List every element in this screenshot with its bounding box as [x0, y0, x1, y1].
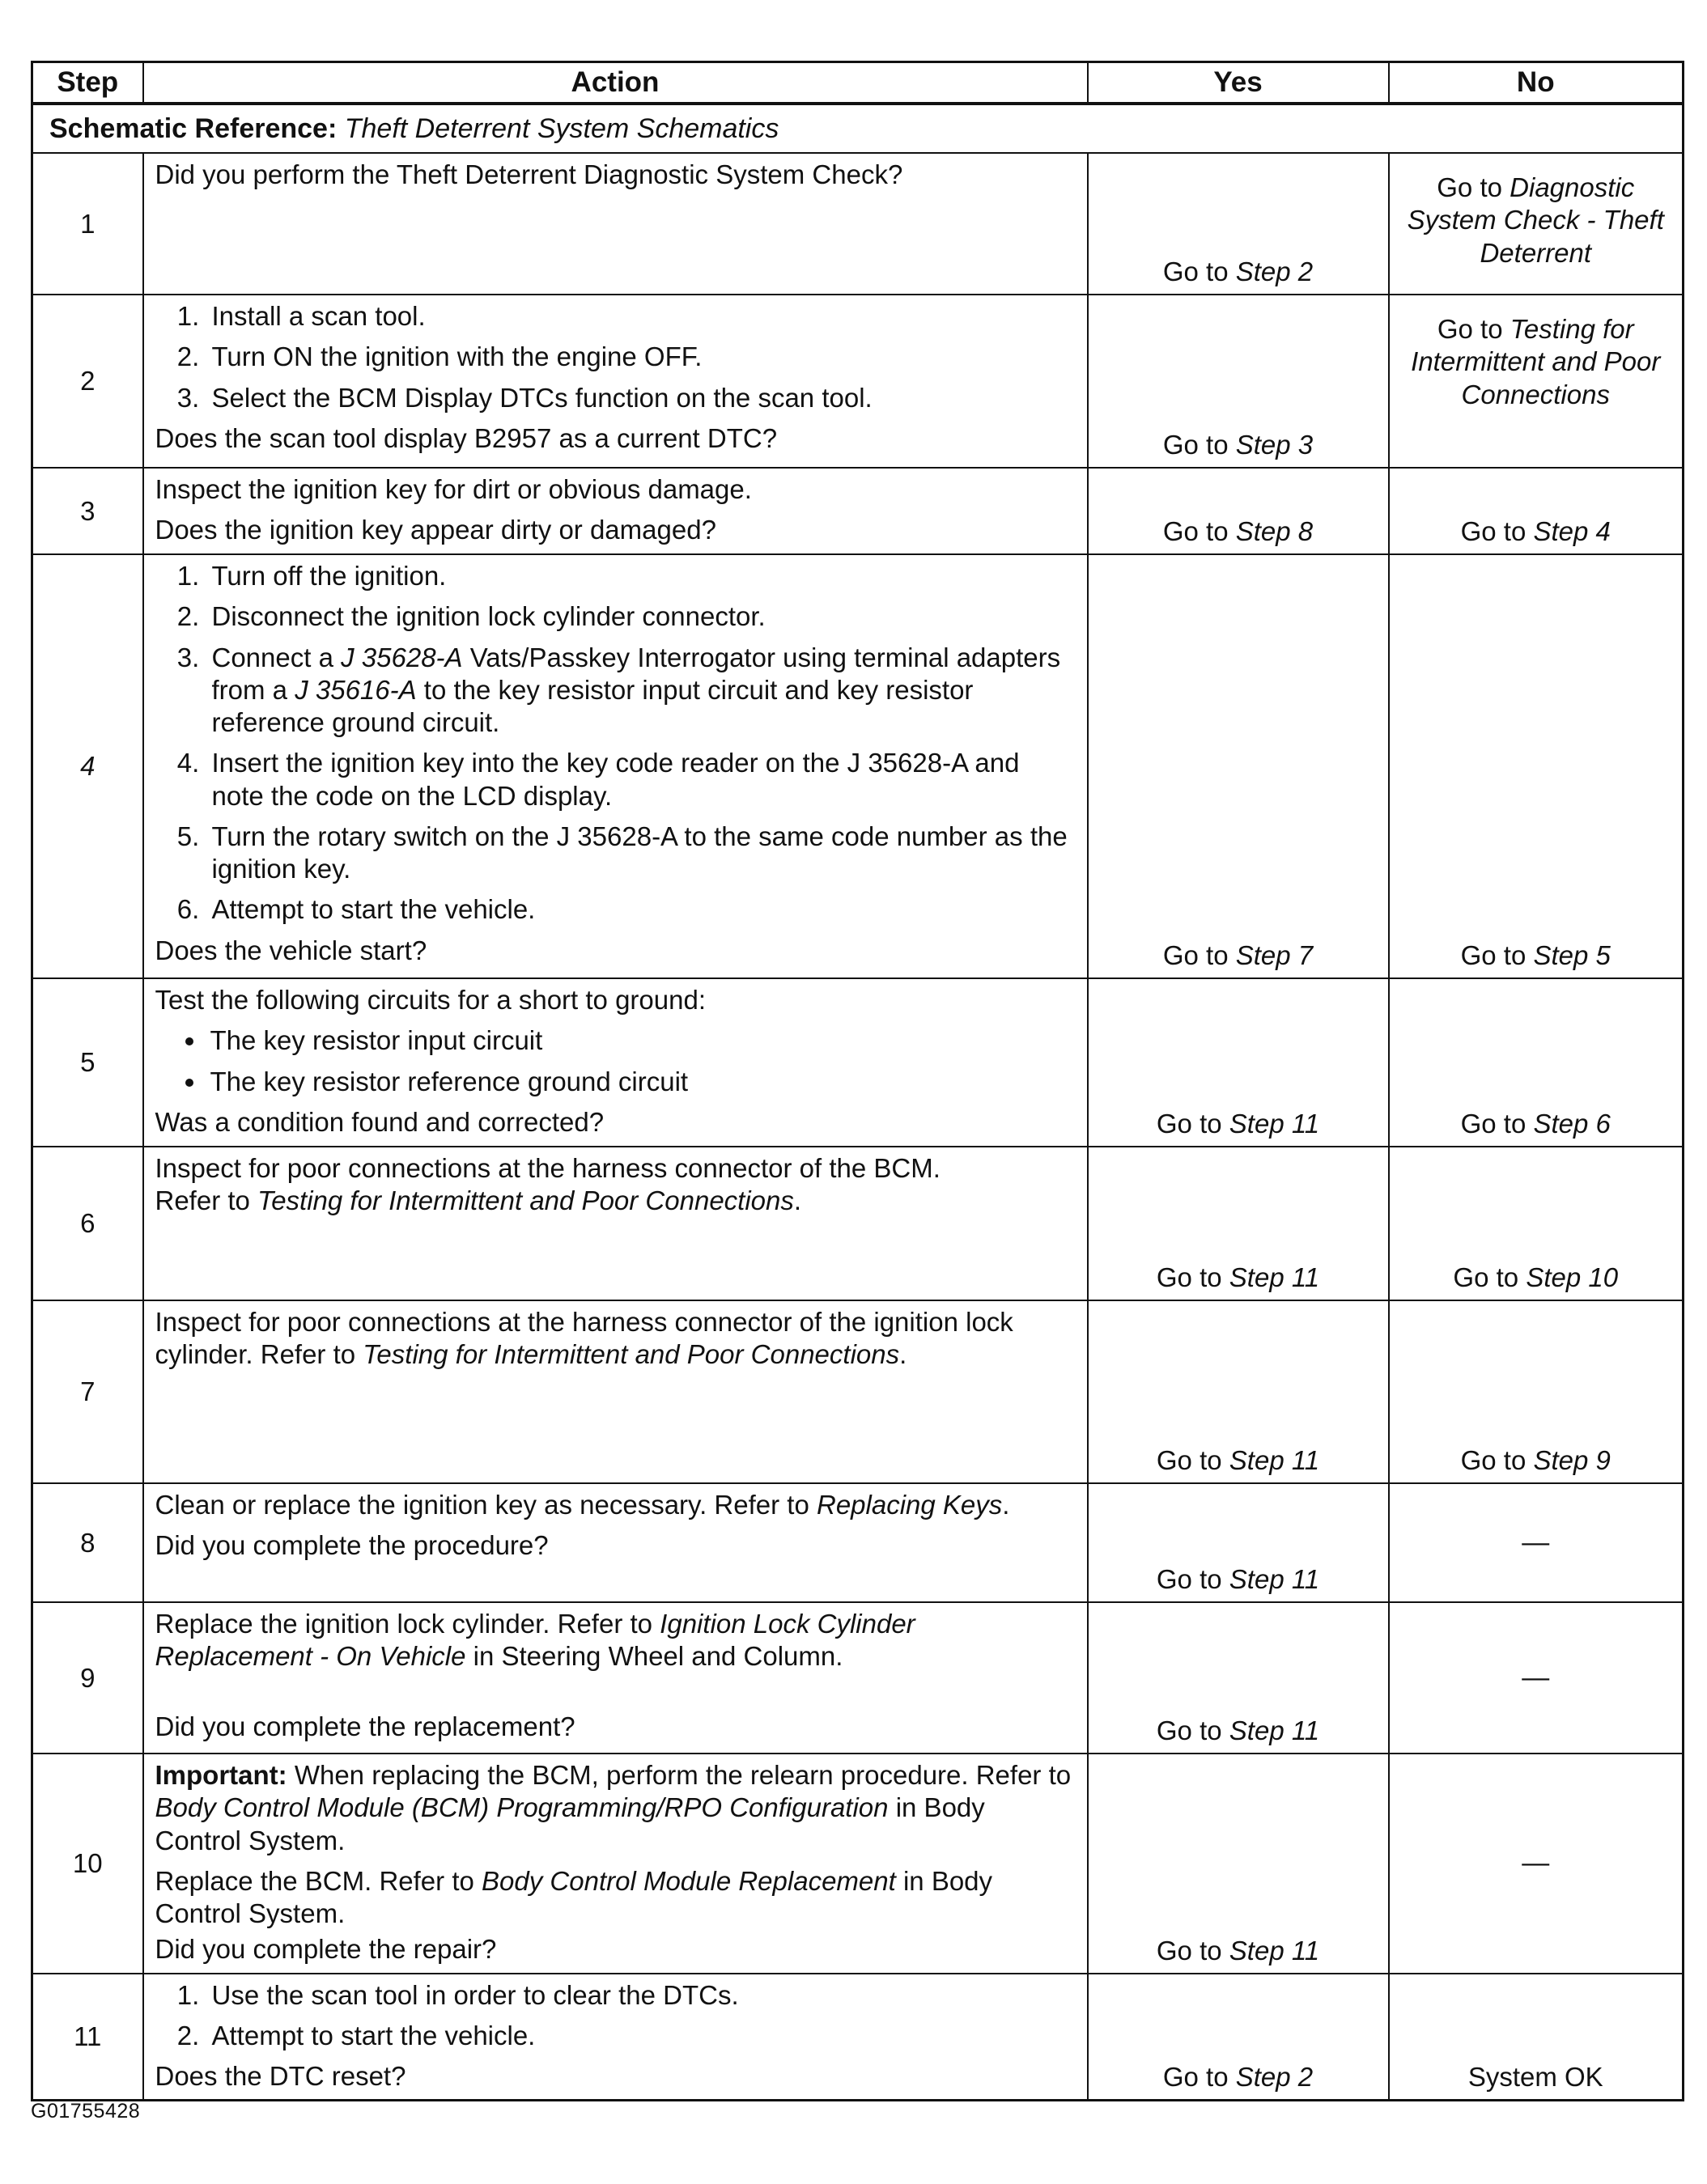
no-link[interactable]: Step 4: [1533, 516, 1611, 546]
no-cell: Go to Step 10: [1389, 1147, 1684, 1300]
yes-cell: Go to Step 8: [1088, 468, 1389, 554]
action-step: 5. Turn the rotary switch on the J 35628-A to the same code number as the ignition key.: [207, 821, 1076, 886]
action-question: Did you complete the replacement?: [155, 1711, 575, 1741]
action-text: Replace the ignition lock cylinder. Refer to Ignition Lock Cylinder Replacement - On Vehicle in Steering Wheel and Column.: [155, 1609, 915, 1672]
yes-cell: Go to Step 2: [1088, 153, 1389, 295]
action-question: Does the scan tool display B2957 as a current DTC?: [155, 422, 778, 453]
step-number: 6: [32, 1147, 143, 1300]
not-applicable: —: [1522, 1526, 1550, 1558]
table-row: [32, 978, 1684, 1147]
yes-cell: Go to Step 7: [1088, 554, 1389, 978]
table-row: [32, 1483, 1684, 1602]
action-step: 2. Turn ON the ignition with the engine OFF.: [207, 341, 1076, 373]
action-cell: [143, 468, 1088, 554]
table-row: [32, 1974, 1684, 2101]
yes-cell: Go to Step 3: [1088, 295, 1389, 468]
action-cell: [143, 554, 1088, 978]
action-text: Replace the BCM. Refer to Body Control Module Replacement in Body Control System.: [155, 1865, 993, 1928]
table-row: [32, 1754, 1684, 1974]
no-cell: [1389, 1754, 1684, 1974]
yes-link[interactable]: Step 11: [1229, 1445, 1320, 1475]
step-number: 7: [32, 1300, 143, 1483]
not-applicable: —: [1522, 1847, 1550, 1879]
not-applicable: —: [1522, 1661, 1550, 1693]
no-cell: [1389, 1483, 1684, 1602]
action-step: 2. Disconnect the ignition lock cylinder connector.: [207, 600, 1076, 633]
action-cell: [143, 153, 1088, 295]
yes-link[interactable]: Step 7: [1235, 940, 1314, 970]
schematic-reference: [32, 104, 1684, 153]
tool-reference: J 35628-A: [341, 642, 463, 672]
yes-cell: Go to Step 11: [1088, 1300, 1389, 1483]
yes-cell: Go to Step 11: [1088, 1147, 1389, 1300]
table-row: [32, 1602, 1684, 1754]
action-cell: [143, 1754, 1088, 1974]
yes-link[interactable]: Step 11: [1229, 1715, 1320, 1745]
yes-cell: Go to Step 11: [1088, 1483, 1389, 1602]
no-link[interactable]: Step 10: [1526, 1262, 1619, 1292]
important-label: Important:: [155, 1760, 287, 1790]
yes-cell: Go to Step 11: [1088, 978, 1389, 1147]
table-row: [32, 295, 1684, 468]
action-steps: [155, 300, 1076, 414]
yes-link[interactable]: Step 11: [1229, 1109, 1320, 1139]
reference-link[interactable]: Ignition Lock Cylinder Replacement - On Vehicle: [155, 1609, 915, 1672]
step-number: 2: [32, 295, 143, 468]
no-link[interactable]: Diagnostic System Check - Theft Deterrent: [1407, 172, 1664, 268]
action-question: Does the vehicle start?: [155, 935, 427, 965]
action-question: Did you perform the Theft Deterrent Diagnostic System Check?: [155, 159, 903, 189]
action-text: Test the following circuits for a short to ground:: [155, 985, 706, 1015]
action-cell: [143, 1483, 1088, 1602]
tool-reference: J 35616-A: [295, 674, 417, 705]
no-cell: Go to Step 4: [1389, 468, 1684, 554]
action-text: Inspect the ignition key for dirt or obvious damage.: [155, 474, 752, 504]
table-row: [32, 153, 1684, 295]
yes-cell: Go to Step 2: [1088, 1974, 1389, 2101]
schematic-reference-row: [32, 104, 1684, 153]
header-step: Step: [32, 62, 143, 104]
action-step: 1. Turn off the ignition.: [207, 560, 1076, 592]
action-cell: [143, 1147, 1088, 1300]
action-cell: [143, 978, 1088, 1147]
action-text: Clean or replace the ignition key as necessary. Refer to Replacing Keys.: [155, 1490, 1010, 1520]
reference-link[interactable]: Body Control Module Replacement: [482, 1865, 896, 1896]
no-link[interactable]: Step 6: [1533, 1109, 1611, 1139]
step-number: 8: [32, 1483, 143, 1602]
reference-link[interactable]: Replacing Keys: [816, 1490, 1003, 1520]
reference-link[interactable]: Testing for Intermittent and Poor Connections: [257, 1185, 794, 1216]
circuit-list: [155, 1024, 1076, 1098]
no-cell: Go to Testing for Intermittent and Poor Connections: [1389, 295, 1684, 468]
action-step: 4. Insert the ignition key into the key code reader on the J 35628-A and note the code on the LCD display.: [207, 747, 1076, 812]
action-step: 1. Use the scan tool in order to clear the DTCs.: [207, 1979, 1076, 2012]
table-row: [32, 554, 1684, 978]
no-link[interactable]: Testing for Intermittent and Poor Connections: [1411, 314, 1661, 409]
step-number: 11: [32, 1974, 143, 2101]
yes-link[interactable]: Step 2: [1235, 257, 1314, 286]
yes-link[interactable]: Step 3: [1235, 430, 1314, 460]
no-link[interactable]: Step 5: [1533, 940, 1611, 970]
step-number: 9: [32, 1602, 143, 1754]
yes-link[interactable]: Step 11: [1229, 1262, 1320, 1292]
yes-cell: Go to Step 11: [1088, 1754, 1389, 1974]
list-item: • The key resistor input circuit: [207, 1024, 1076, 1057]
action-cell: [143, 295, 1088, 468]
action-question: Did you complete the repair?: [155, 1934, 497, 1965]
action-cell: [143, 1300, 1088, 1483]
header-row: [32, 62, 1684, 104]
action-text: Inspect for poor connections at the harness connector of the BCM. Refer to Testing for Intermittent and Poor Connections.: [155, 1153, 941, 1216]
action-question: Does the ignition key appear dirty or damaged?: [155, 515, 716, 545]
action-step: 2. Attempt to start the vehicle.: [207, 2020, 1076, 2052]
action-cell: [143, 1602, 1088, 1754]
action-cell: [143, 1974, 1088, 2101]
action-steps: [155, 560, 1076, 927]
table-row: [32, 1147, 1684, 1300]
important-note: Important: When replacing the BCM, perform the relearn procedure. Refer to Body Control Module (BCM) Programming/RPO Configuration in Body Control System.: [155, 1760, 1072, 1855]
header-no: No: [1389, 62, 1684, 104]
yes-link[interactable]: Step 8: [1235, 516, 1314, 546]
yes-link[interactable]: Step 11: [1229, 1564, 1320, 1594]
header-yes: Yes: [1088, 62, 1389, 104]
schematic-reference-link[interactable]: Theft Deterrent System Schematics: [344, 112, 779, 144]
table-row: [32, 468, 1684, 554]
header-action: Action: [143, 62, 1088, 104]
step-number: 4: [32, 554, 143, 978]
action-question: Does the DTC reset?: [155, 2061, 406, 2091]
action-step: 6. Attempt to start the vehicle.: [207, 893, 1076, 926]
action-step: 3. Connect a J 35628-A Vats/Passkey Interrogator using terminal adapters from a J 35616-A to the key resistor input circuit and key resistor reference ground circuit.: [207, 642, 1076, 740]
diagnostic-table: [31, 61, 1684, 2101]
reference-link[interactable]: Body Control Module (BCM) Programming/RPO Configuration: [155, 1792, 889, 1823]
no-link[interactable]: Step 9: [1533, 1445, 1611, 1475]
no-cell: Go to Step 9: [1389, 1300, 1684, 1483]
no-cell: Go to Step 5: [1389, 554, 1684, 978]
no-cell: [1389, 1974, 1684, 2101]
action-steps: [155, 1979, 1076, 2053]
action-text: Inspect for poor connections at the harness connector of the ignition lock cylinder. Refer to Testing for Intermittent and Poor Connections.: [155, 1307, 1013, 1370]
action-question: Did you complete the procedure?: [155, 1530, 549, 1561]
step-number: 1: [32, 153, 143, 295]
figure-id: G01755428: [31, 2100, 141, 2123]
reference-link[interactable]: Testing for Intermittent and Poor Connections: [363, 1339, 900, 1370]
no-cell: Go to Step 6: [1389, 978, 1684, 1147]
table-row: [32, 1300, 1684, 1483]
no-cell: Go to Diagnostic System Check - Theft Deterrent: [1389, 153, 1684, 295]
step-number: 3: [32, 468, 143, 554]
action-question: Was a condition found and corrected?: [155, 1106, 605, 1137]
list-item: • The key resistor reference ground circuit: [207, 1066, 1076, 1098]
step-number: 10: [32, 1754, 143, 1974]
action-step: 3. Select the BCM Display DTCs function on the scan tool.: [207, 382, 1076, 414]
action-step: 1. Install a scan tool.: [207, 300, 1076, 333]
schematic-reference-label: Schematic Reference:: [49, 112, 338, 144]
step-number: 5: [32, 978, 143, 1147]
system-ok-text: System OK: [1467, 2062, 1603, 2093]
yes-link[interactable]: Step 2: [1235, 2062, 1314, 2093]
no-cell: [1389, 1602, 1684, 1754]
yes-link[interactable]: Step 11: [1229, 1935, 1320, 1966]
yes-cell: Go to Step 11: [1088, 1602, 1389, 1754]
